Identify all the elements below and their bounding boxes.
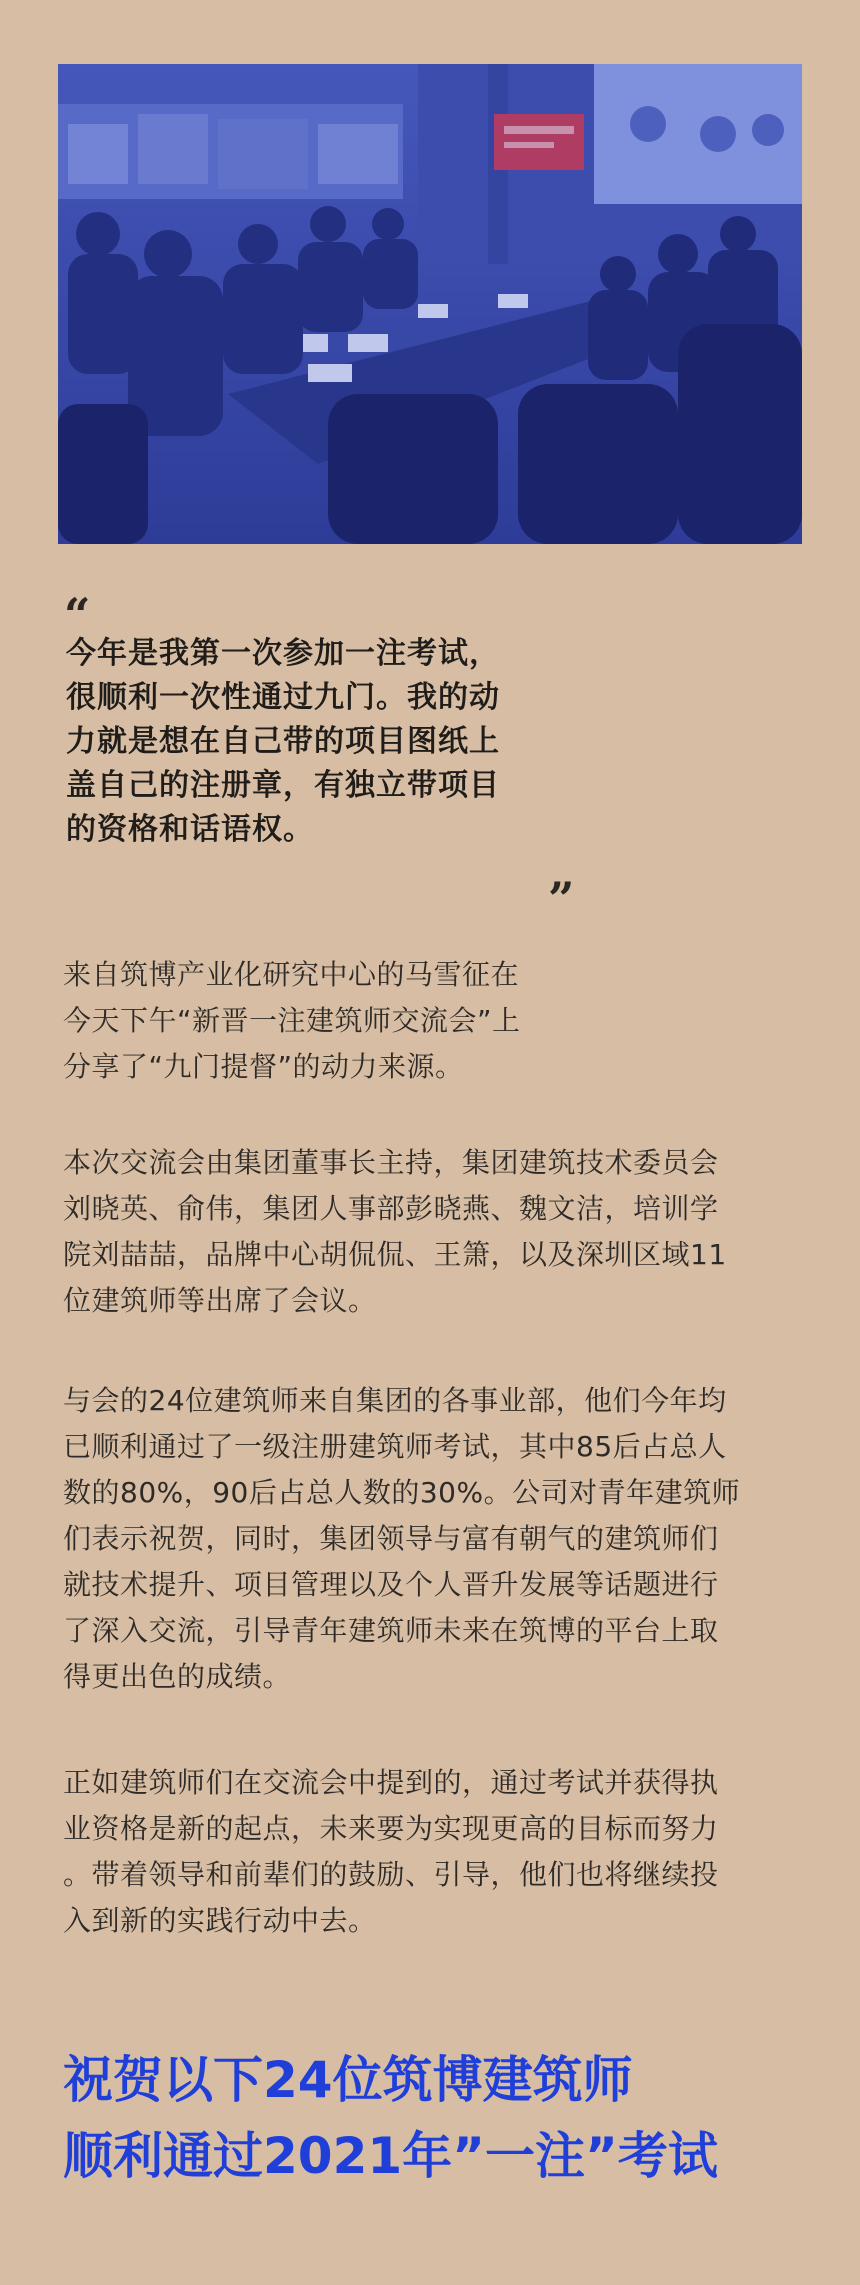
- meeting-photo: [58, 64, 802, 544]
- paragraph-line: 正如建筑师们在交流会中提到的，通过考试并获得执: [63, 1766, 719, 1799]
- paragraph-line: 已顺利通过了一级注册建筑师考试，其中85后占总人: [63, 1430, 727, 1463]
- paragraph-line: 本次交流会由集团董事长主持，集团建筑技术委员会: [63, 1146, 719, 1179]
- headline-line: 顺利通过2021年”一注”考试: [63, 2127, 718, 2185]
- attendees-paragraph: [63, 1140, 808, 1324]
- quote-close-mark: ”: [548, 872, 575, 926]
- paragraph-line: 数的80%，90后占总人数的30%。公司对青年建筑师: [63, 1476, 741, 1509]
- quote-line: 今年是我第一次参加一注考试，: [66, 636, 500, 671]
- paragraph-line: 与会的24位建筑师来自集团的各事业部，他们今年均: [63, 1384, 727, 1417]
- paragraph-line: 业资格是新的起点，未来要为实现更高的目标而努力: [63, 1812, 719, 1845]
- paragraph-line: 来自筑博产业化研究中心的马雪征在: [63, 958, 520, 991]
- headline-line: 祝贺以下24位筑博建筑师: [63, 2051, 633, 2109]
- quote-line: 的资格和话语权。: [66, 812, 314, 847]
- quote-line: 盖自己的注册章，有独立带项目: [66, 768, 500, 803]
- paragraph-line: 。带着领导和前辈们的鼓励、引导，他们也将继续投: [63, 1858, 719, 1891]
- paragraph-line: 就技术提升、项目管理以及个人晋升发展等话题进行: [63, 1568, 719, 1601]
- quote-text: [66, 632, 586, 852]
- congratulations-headline: [63, 2042, 823, 2194]
- paragraph-line: 今天下午“新晋一注建筑师交流会”上: [63, 1004, 521, 1037]
- paragraph-line: 入到新的实践行动中去。: [63, 1904, 377, 1937]
- paragraph-line: 分享了“九门提督”的动力来源。: [63, 1050, 464, 1083]
- closing-paragraph: [63, 1760, 808, 1944]
- paragraph-line: 位建筑师等出席了会议。: [63, 1284, 377, 1317]
- paragraph-line: 刘晓英、俞伟，集团人事部彭晓燕、魏文洁，培训学: [63, 1192, 719, 1225]
- paragraph-line: 们表示祝贺，同时，集团领导与富有朝气的建筑师们: [63, 1522, 719, 1555]
- quote-open-mark: “: [64, 588, 91, 642]
- intro-paragraph: [63, 952, 603, 1090]
- quote-line: 力就是想在自己带的项目图纸上: [66, 724, 500, 759]
- paragraph-line: 了深入交流，引导青年建筑师未来在筑博的平台上取: [63, 1614, 719, 1647]
- architects-paragraph: [63, 1378, 808, 1700]
- meeting-photo-illustration: [58, 64, 802, 544]
- quote-line: 很顺利一次性通过九门。我的动: [66, 680, 500, 715]
- paragraph-line: 院刘喆喆，品牌中心胡侃侃、王箫，以及深圳区域11: [63, 1238, 727, 1271]
- paragraph-line: 得更出色的成绩。: [63, 1660, 292, 1693]
